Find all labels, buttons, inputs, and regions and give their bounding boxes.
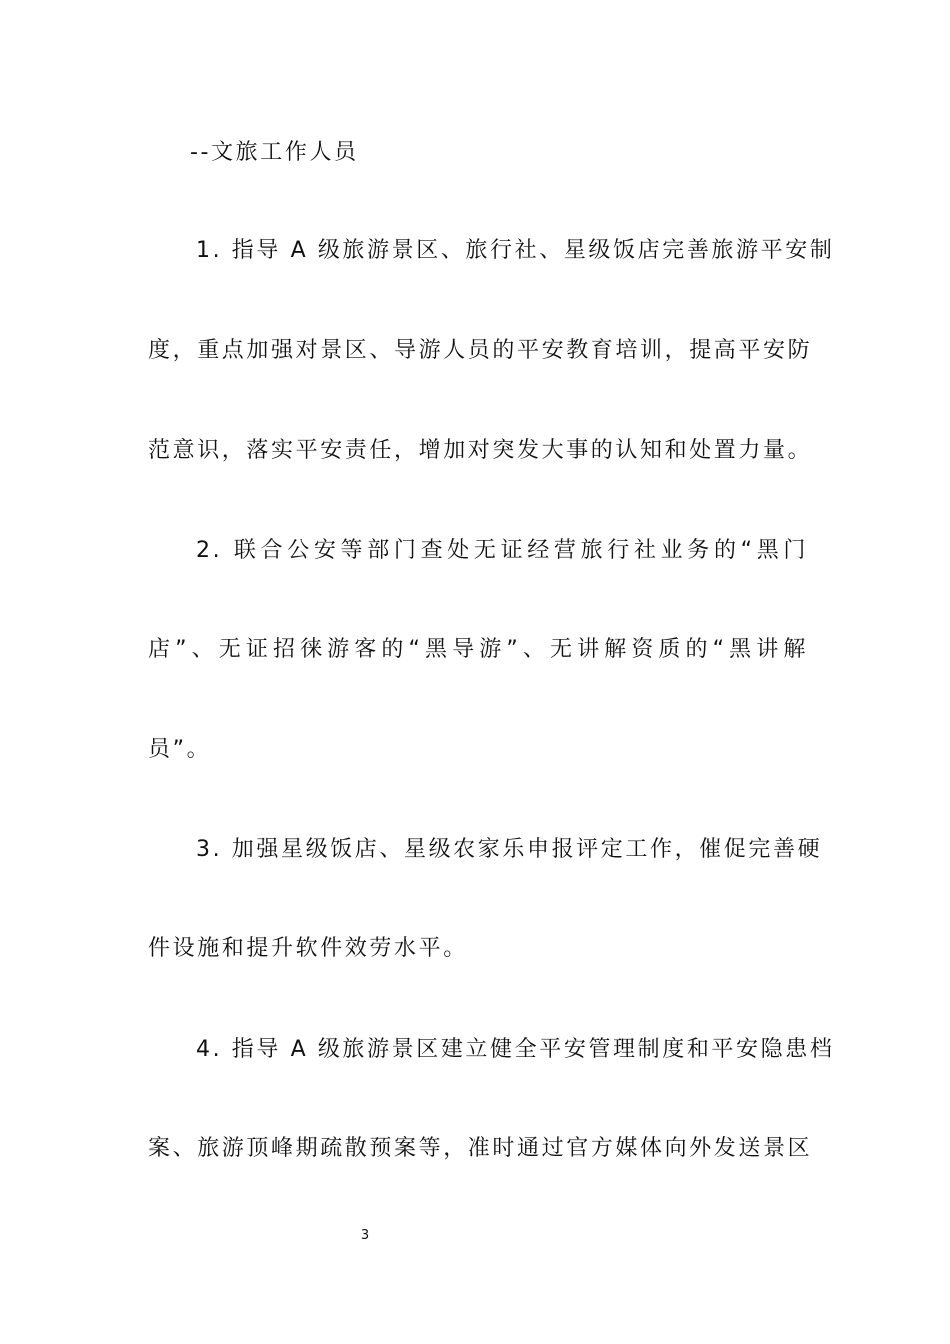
paragraph-2-line-3: 员”。 [148, 737, 212, 762]
paragraph-4-line-2: 案、旅游顶峰期疏散预案等，准时通过官方媒体向外发送景区 [148, 1136, 813, 1161]
paragraph-1-line-2: 度，重点加强对景区、导游人员的平安教育培训，提高平安防 [148, 338, 813, 363]
paragraph-2-line-2: 店”、无证招徕游客的“黑导游”、无讲解资质的“黑讲解 [148, 637, 808, 662]
paragraph-1-line-3: 范意识，落实平安责任，增加对突发大事的认知和处置力量。 [148, 438, 813, 463]
paragraph-4-line-1: 4. 指导 A 级旅游景区建立健全平安管理制度和平安隐患档 [196, 1037, 835, 1062]
page-number: 3 [360, 1228, 370, 1243]
paragraph-3-line-2: 件设施和提升软件效劳水平。 [148, 936, 468, 961]
section-subtitle: --文旅工作人员 [190, 140, 359, 165]
paragraph-2-line-1: 2. 联合公安等部门查处无证经营旅行社业务的“黑门 [196, 538, 808, 563]
paragraph-1-line-1: 1. 指导 A 级旅游景区、旅行社、星级饭店完善旅游平安制 [196, 238, 835, 263]
paragraph-3-line-1: 3. 加强星级饭店、星级农家乐申报评定工作，催促完善硬 [196, 837, 823, 862]
